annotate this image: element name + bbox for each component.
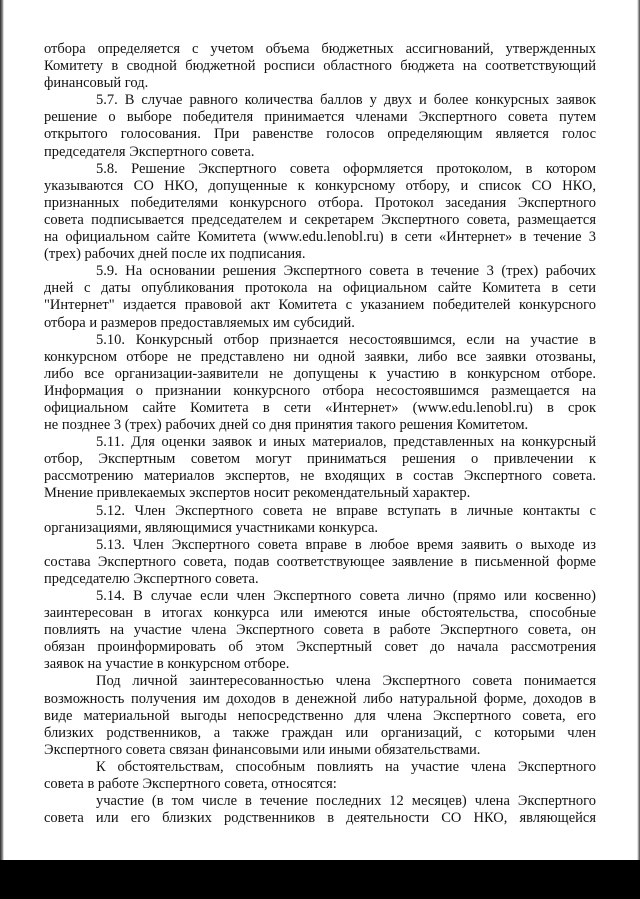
text-line: заинтересован в итогах конкурса или имеются иные обстоятельства, способные [44, 605, 596, 622]
paragraph [44, 588, 596, 673]
text-line: указываются СО НКО, допущенные к конкурсному отбору, и список СО НКО, [44, 177, 596, 194]
text-line: "Интернет" издается правовой акт Комитета с указанием победителей конкурсного [44, 297, 596, 314]
paragraph [44, 332, 596, 435]
text-line: участие (в том числе в течение последних 12 месяцев) члена Экспертного [96, 793, 596, 810]
text-line: признанных победителями конкурсного отбора. Протокол заседания Экспертного [44, 194, 596, 211]
text-line: заявок на участие в конкурсном отборе. [44, 656, 290, 673]
text-line: Информация о признании конкурсного отбора несостоявшимся размещается на [44, 382, 596, 399]
scan-left-edge [0, 0, 4, 860]
text-line: рассмотрению материалов экспертов, не входящих в состав Экспертного совета. [44, 468, 596, 485]
text-line: 5.7. В случае равного количества баллов у двух и более конкурсных заявок [96, 92, 596, 109]
text-line: отбор, Экспертным советом могут приниматься решения о привлечении к [44, 451, 596, 468]
text-line: 5.11. Для оценки заявок и иных материалов, представленных на конкурсный [96, 434, 596, 451]
paragraph [44, 793, 596, 827]
text-line: совета или его близких родственников в деятельности СО НКО, являющейся [44, 810, 596, 827]
scan-bottom-border [0, 860, 640, 899]
text-line: отбора определяется с учетом объема бюджетных ассигнований, утвержденных [44, 41, 596, 57]
text-line: финансовый год. [44, 75, 149, 92]
text-line: близких родственников, а также граждан или организаций, с которыми член [44, 724, 596, 741]
text-line: совета подписывается председателем и секретарем Экспертного совета, размещается [44, 211, 596, 228]
text-line: обязан проинформировать об этом Экспертный совет до начала рассмотрения [44, 639, 596, 656]
paragraph [44, 759, 596, 793]
text-line: конкурсном отборе не представлено ни одной заявки, либо все заявки отозваны, [44, 348, 596, 365]
text-line: официальном сайте Комитета в сети «Интернет» (www.edu.lenobl.ru) в срок [44, 399, 596, 416]
text-line: 5.14. В случае если член Экспертного совета лично (прямо или косвенно) [96, 588, 596, 604]
paragraph [44, 41, 596, 92]
text-line: повлиять на участие члена Экспертного совета в работе Экспертного совета, он [44, 622, 596, 639]
text-line: виде материальной выгоды непосредственно для члена Экспертного совета, его [44, 707, 596, 724]
text-line: (трех) рабочих дней после их подписания. [44, 246, 306, 263]
text-line: Мнение привлекаемых экспертов носит рекомендательный характер. [44, 485, 471, 502]
text-line: К обстоятельствам, способным повлиять на участие члена Экспертного [96, 758, 596, 775]
paragraph [44, 161, 596, 264]
paragraph [44, 263, 596, 331]
paragraph [44, 537, 596, 588]
text-line: решение о выборе победителя принимается членами Экспертного совета путем [44, 109, 596, 126]
text-line: председателя Экспертного совета. [44, 143, 255, 160]
text-line: организациями, являющимися участниками конкурса. [44, 519, 379, 536]
document-body [44, 41, 596, 827]
paragraph [44, 92, 596, 160]
text-line: не позднее 3 (трех) рабочих дней со дня принятия такого решения Комитетом. [44, 417, 529, 434]
text-line: 5.12. Член Экспертного совета не вправе вступать в личные контакты с [96, 502, 596, 519]
text-line: возможность получения им доходов в денежной либо натуральной форме, доходов в [44, 690, 596, 707]
text-line: 5.8. Решение Экспертного совета оформляется протоколом, в котором [96, 160, 596, 177]
paragraph [44, 434, 596, 502]
text-line: дней с даты опубликования протокола на официальном сайте Комитета в сети [44, 280, 596, 297]
text-line: отбора и размеров предоставляемых им субсидий. [44, 314, 355, 331]
text-line: Под личной заинтересованностью члена Экспертного совета понимается [96, 673, 596, 690]
text-line: совета в работе Экспертного совета, относятся: [44, 776, 337, 793]
paragraph [44, 503, 596, 537]
text-line: Комитету в сводной бюджетной росписи областного бюджета на соответствующий [44, 58, 596, 75]
paragraph [44, 673, 596, 758]
text-line: председателю Экспертного совета. [44, 570, 259, 587]
text-line: Экспертного совета связан финансовыми или иными обязательствами. [44, 741, 481, 758]
text-line: на официальном сайте Комитета (www.edu.lenobl.ru) в сети «Интернет» в течение 3 [44, 229, 596, 246]
text-line: состава Экспертного совета, подав соответствующее заявление в письменной форме [44, 553, 596, 570]
text-line: 5.10. Конкурсный отбор признается несостоявшимся, если на участие в [96, 331, 596, 348]
text-line: открытого голосования. При равенстве голосов определяющим является голос [44, 126, 596, 143]
text-line: 5.9. На основании решения Экспертного совета в течение 3 (трех) рабочих [96, 263, 596, 280]
text-line: либо все организации-заявители не допущены к участию в конкурсном отборе. [44, 365, 596, 382]
text-line: 5.13. Член Экспертного совета вправе в любое время заявить о выходе из [96, 536, 596, 553]
